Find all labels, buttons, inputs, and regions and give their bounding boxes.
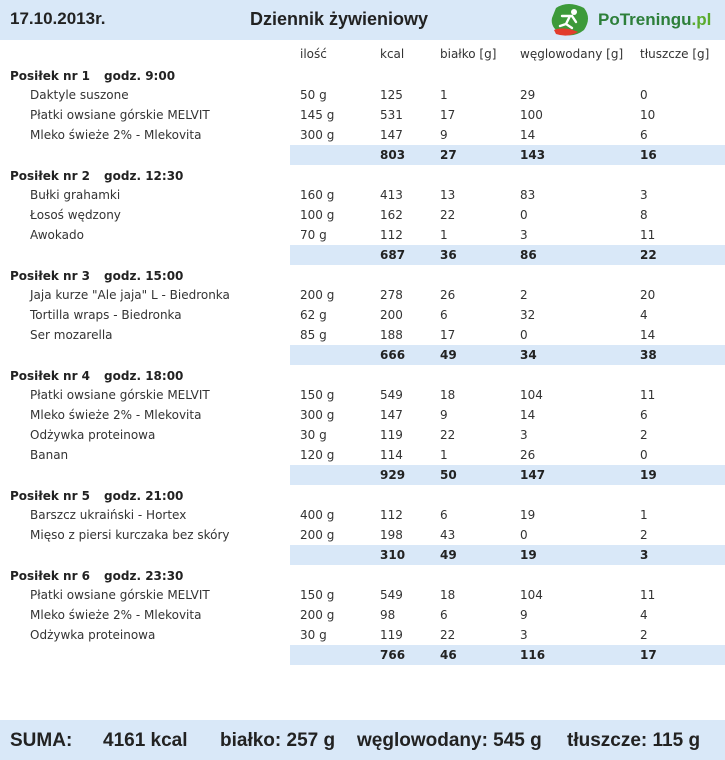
food-protein: 1	[440, 88, 448, 102]
table-row	[0, 505, 725, 525]
col-protein: białko [g]	[440, 47, 497, 61]
food-carbs: 3	[520, 228, 528, 242]
food-fat: 11	[640, 588, 656, 602]
food-protein: 6	[440, 308, 448, 322]
food-name: Łosoś wędzony	[30, 208, 121, 222]
meal-header	[10, 269, 183, 283]
total-kcal: 766	[380, 648, 406, 662]
food-fat: 6	[640, 128, 648, 142]
food-carbs: 3	[520, 428, 528, 442]
table-row	[0, 585, 725, 605]
table-row	[0, 185, 725, 205]
food-kcal: 147	[380, 408, 403, 422]
food-name: Mleko świeże 2% - Mlekovita	[30, 128, 202, 142]
table-row	[0, 405, 725, 425]
food-carbs: 14	[520, 128, 536, 142]
food-quantity: 300 g	[300, 128, 335, 142]
food-kcal: 98	[380, 608, 396, 622]
summary-kcal: 4161 kcal	[103, 730, 188, 751]
food-fat: 2	[640, 628, 648, 642]
table-row	[0, 605, 725, 625]
food-name: Odżywka proteinowa	[30, 428, 156, 442]
food-kcal: 278	[380, 288, 403, 302]
summary-carbs: węglowodany: 545 g	[357, 730, 542, 751]
food-protein: 9	[440, 128, 448, 142]
food-quantity: 70 g	[300, 228, 327, 242]
meal-name: Posiłek nr 5	[10, 489, 91, 503]
meal-total-row	[290, 545, 725, 565]
total-kcal: 310	[380, 548, 406, 562]
table-row	[0, 305, 725, 325]
food-quantity: 200 g	[300, 608, 335, 622]
food-protein: 22	[440, 628, 456, 642]
food-fat: 0	[640, 448, 648, 462]
food-protein: 17	[440, 328, 456, 342]
food-kcal: 188	[380, 328, 403, 342]
meal-header	[10, 489, 183, 503]
food-kcal: 200	[380, 308, 403, 322]
table-row	[0, 105, 725, 125]
food-kcal: 549	[380, 388, 403, 402]
food-protein: 1	[440, 228, 448, 242]
total-fat: 19	[640, 468, 657, 482]
total-protein: 49	[440, 348, 457, 362]
food-fat: 1	[640, 508, 648, 522]
food-quantity: 145 g	[300, 108, 335, 122]
meal-total-row	[290, 465, 725, 485]
food-name: Płatki owsiane górskie MELVIT	[30, 388, 210, 402]
food-name: Mięso z piersi kurczaka bez skóry	[30, 528, 230, 542]
total-kcal: 929	[380, 468, 406, 482]
food-kcal: 119	[380, 628, 403, 642]
food-name: Jaja kurze "Ale jaja" L - Biedronka	[30, 288, 230, 302]
food-carbs: 2	[520, 288, 528, 302]
total-protein: 27	[440, 148, 457, 162]
meal-header	[10, 569, 183, 583]
table-row	[0, 205, 725, 225]
table-row	[0, 425, 725, 445]
food-fat: 2	[640, 528, 648, 542]
food-name: Bułki grahamki	[30, 188, 121, 202]
table-row	[0, 85, 725, 105]
food-protein: 22	[440, 208, 456, 222]
site-logo[interactable]	[548, 2, 724, 40]
food-kcal: 413	[380, 188, 403, 202]
col-carbs: węglowodany [g]	[520, 47, 624, 61]
meal-name: Posiłek nr 1	[10, 69, 91, 83]
food-fat: 11	[640, 228, 656, 242]
food-protein: 1	[440, 448, 448, 462]
food-kcal: 125	[380, 88, 403, 102]
food-quantity: 50 g	[300, 88, 327, 102]
food-protein: 13	[440, 188, 456, 202]
meal-header	[10, 69, 175, 83]
food-carbs: 0	[520, 328, 528, 342]
food-name: Mleko świeże 2% - Mlekovita	[30, 408, 202, 422]
total-carbs: 19	[520, 548, 537, 562]
food-quantity: 62 g	[300, 308, 327, 322]
food-protein: 6	[440, 608, 448, 622]
total-carbs: 86	[520, 248, 537, 262]
food-fat: 11	[640, 388, 656, 402]
meal-total-row	[290, 345, 725, 365]
food-fat: 3	[640, 188, 648, 202]
food-kcal: 112	[380, 228, 403, 242]
food-carbs: 14	[520, 408, 536, 422]
food-fat: 0	[640, 88, 648, 102]
food-name: Barszcz ukraiński - Hortex	[30, 508, 187, 522]
summary-fat: tłuszcze: 115 g	[567, 730, 701, 751]
table-row	[0, 125, 725, 145]
food-carbs: 9	[520, 608, 528, 622]
table-row	[0, 445, 725, 465]
total-carbs: 116	[520, 648, 546, 662]
food-kcal: 531	[380, 108, 403, 122]
total-protein: 46	[440, 648, 457, 662]
food-protein: 18	[440, 388, 456, 402]
food-quantity: 30 g	[300, 628, 327, 642]
food-fat: 14	[640, 328, 656, 342]
summary-label: SUMA:	[10, 730, 73, 751]
food-carbs: 100	[520, 108, 543, 122]
table-row	[0, 325, 725, 345]
total-kcal: 687	[380, 248, 406, 262]
food-carbs: 29	[520, 88, 536, 102]
food-name: Płatki owsiane górskie MELVIT	[30, 108, 210, 122]
food-kcal: 162	[380, 208, 403, 222]
food-quantity: 300 g	[300, 408, 335, 422]
food-kcal: 147	[380, 128, 403, 142]
food-name: Daktyle suszone	[30, 88, 129, 102]
total-kcal: 666	[380, 348, 406, 362]
total-protein: 50	[440, 468, 457, 482]
food-quantity: 200 g	[300, 528, 335, 542]
total-fat: 17	[640, 648, 657, 662]
food-fat: 6	[640, 408, 648, 422]
food-carbs: 26	[520, 448, 536, 462]
food-protein: 26	[440, 288, 456, 302]
food-carbs: 0	[520, 528, 528, 542]
col-kcal: kcal	[380, 47, 405, 61]
total-protein: 36	[440, 248, 457, 262]
food-kcal: 119	[380, 428, 403, 442]
logo-text	[598, 10, 711, 30]
meal-name: Posiłek nr 4	[10, 369, 91, 383]
food-carbs: 3	[520, 628, 528, 642]
runner-logo-icon	[548, 2, 592, 38]
food-fat: 4	[640, 308, 648, 322]
total-carbs: 34	[520, 348, 537, 362]
food-kcal: 114	[380, 448, 403, 462]
food-quantity: 150 g	[300, 588, 335, 602]
food-protein: 43	[440, 528, 456, 542]
table-row	[0, 285, 725, 305]
food-name: Banan	[30, 448, 69, 462]
total-protein: 49	[440, 548, 457, 562]
total-fat: 3	[640, 548, 649, 562]
header-bar	[0, 0, 725, 40]
meal-total-row	[290, 245, 725, 265]
meal-time: godz. 21:00	[104, 489, 184, 503]
table-row	[0, 625, 725, 645]
logo-text-main: PoTreningu	[598, 10, 692, 29]
food-quantity: 30 g	[300, 428, 327, 442]
meal-total-row	[290, 145, 725, 165]
meal-name: Posiłek nr 3	[10, 269, 91, 283]
meal-name: Posiłek nr 2	[10, 169, 91, 183]
summary-bar	[0, 720, 725, 760]
food-carbs: 104	[520, 588, 543, 602]
food-carbs: 19	[520, 508, 536, 522]
food-quantity: 120 g	[300, 448, 335, 462]
summary-protein: białko: 257 g	[220, 730, 336, 751]
total-fat: 16	[640, 148, 657, 162]
food-name: Mleko świeże 2% - Mlekovita	[30, 608, 202, 622]
food-quantity: 160 g	[300, 188, 335, 202]
food-name: Awokado	[30, 228, 84, 242]
food-carbs: 0	[520, 208, 528, 222]
food-quantity: 200 g	[300, 288, 335, 302]
total-fat: 38	[640, 348, 657, 362]
food-carbs: 104	[520, 388, 543, 402]
meal-header	[10, 369, 183, 383]
food-carbs: 32	[520, 308, 536, 322]
food-fat: 10	[640, 108, 656, 122]
logo-text-domain: .pl	[691, 10, 712, 29]
table-row	[0, 385, 725, 405]
meal-time: godz. 15:00	[104, 269, 184, 283]
food-quantity: 150 g	[300, 388, 335, 402]
col-fat: tłuszcze [g]	[640, 47, 710, 61]
food-name: Odżywka proteinowa	[30, 628, 156, 642]
food-fat: 20	[640, 288, 656, 302]
food-protein: 9	[440, 408, 448, 422]
food-quantity: 85 g	[300, 328, 327, 342]
meal-time: godz. 18:00	[104, 369, 184, 383]
food-name: Ser mozarella	[30, 328, 113, 342]
meal-time: godz. 12:30	[104, 169, 184, 183]
food-quantity: 100 g	[300, 208, 335, 222]
total-carbs: 147	[520, 468, 546, 482]
meal-header	[10, 169, 183, 183]
food-kcal: 112	[380, 508, 403, 522]
food-fat: 8	[640, 208, 648, 222]
food-protein: 22	[440, 428, 456, 442]
food-kcal: 198	[380, 528, 403, 542]
table-row	[0, 225, 725, 245]
meal-name: Posiłek nr 6	[10, 569, 91, 583]
diary-date: 17.10.2013r.	[10, 9, 106, 28]
food-fat: 4	[640, 608, 648, 622]
food-protein: 18	[440, 588, 456, 602]
food-name: Płatki owsiane górskie MELVIT	[30, 588, 210, 602]
food-fat: 2	[640, 428, 648, 442]
food-protein: 17	[440, 108, 456, 122]
food-kcal: 549	[380, 588, 403, 602]
food-protein: 6	[440, 508, 448, 522]
meal-time: godz. 9:00	[104, 69, 176, 83]
food-quantity: 400 g	[300, 508, 335, 522]
meal-time: godz. 23:30	[104, 569, 184, 583]
page-title: Dziennik żywieniowy	[250, 9, 429, 29]
total-carbs: 143	[520, 148, 546, 162]
col-quantity: ilość	[300, 47, 327, 61]
total-fat: 22	[640, 248, 657, 262]
food-carbs: 83	[520, 188, 536, 202]
food-name: Tortilla wraps - Biedronka	[30, 308, 182, 322]
total-kcal: 803	[380, 148, 406, 162]
meal-total-row	[290, 645, 725, 665]
table-row	[0, 525, 725, 545]
